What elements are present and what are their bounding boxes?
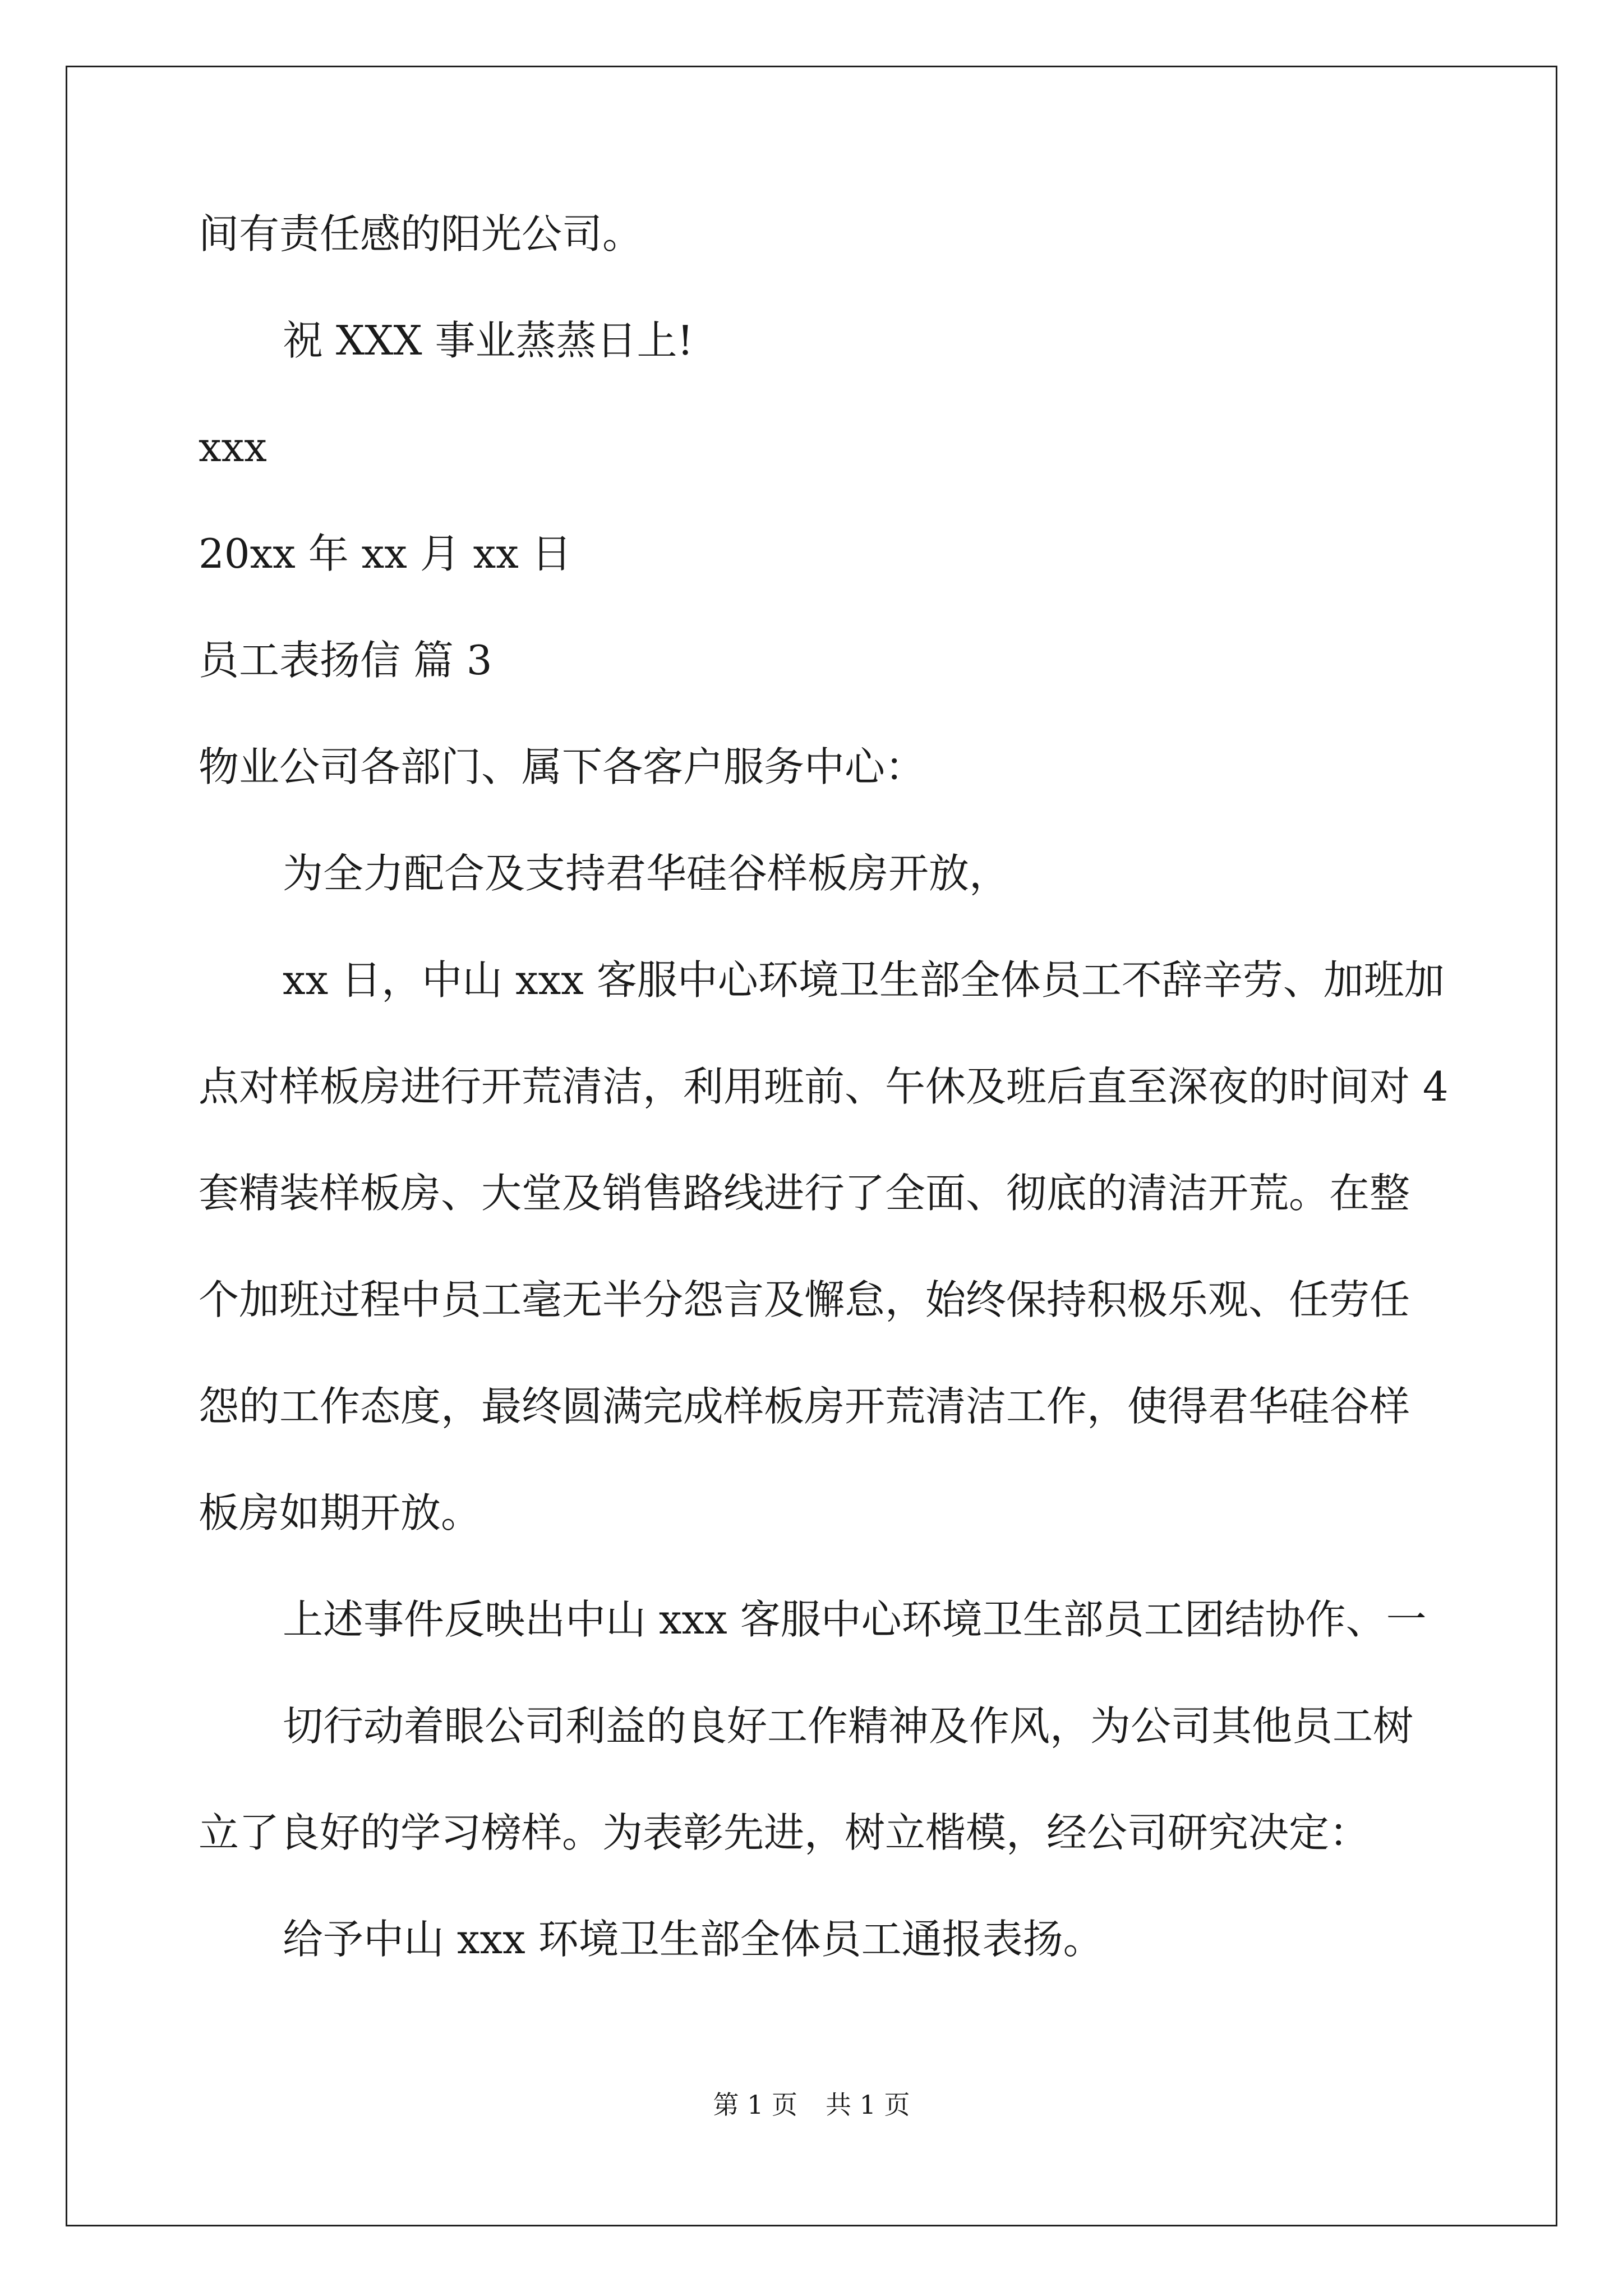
spacer xyxy=(199,474,1427,527)
document-body xyxy=(199,208,1449,1966)
paragraph-line: 祝 XXX 事业蒸蒸日上! xyxy=(283,317,694,364)
paragraph-line: 为全力配合及支持君华硅谷样板房开放， xyxy=(283,850,1010,897)
spacer xyxy=(199,900,1427,954)
page-footer xyxy=(0,2088,1623,2122)
spacer xyxy=(199,1646,1427,1700)
signature-date: 20xx 年 xx 月 xx 日 xyxy=(199,530,572,577)
paragraph-line: 点对样板房进行开荒清洁，利用班前、午休及班后直至深夜的时间对 4 xyxy=(199,1063,1449,1110)
paragraph-line: 间有责任感的阳光公司。 xyxy=(199,210,643,257)
section-heading: 员工表扬信 篇 3 xyxy=(199,637,492,684)
paragraph-line: 板房如期开放。 xyxy=(199,1489,482,1536)
spacer xyxy=(199,687,1427,740)
spacer xyxy=(199,794,1427,847)
spacer xyxy=(199,367,1427,421)
page-number: 第 1 页 xyxy=(713,2090,797,2120)
spacer xyxy=(199,1433,1427,1487)
spacer xyxy=(199,1114,1427,1167)
signature-name: xxx xyxy=(199,424,267,471)
paragraph-line: 切行动着眼公司利益的良好工作精神及作风，为公司其他员工树 xyxy=(283,1703,1414,1750)
paragraph-line: xx 日，中山 xxx 客服中心环境卫生部全体员工不辞辛劳、加班加 xyxy=(283,956,1445,1004)
spacer xyxy=(199,261,1427,314)
paragraph-line: 给予中山 xxx 环境卫生部全体员工通报表扬。 xyxy=(283,1916,1104,1963)
spacer xyxy=(199,1007,1427,1060)
spacer xyxy=(199,581,1427,634)
paragraph-line: 个加班过程中员工毫无半分怨言及懈怠，始终保持积极乐观、任劳任 xyxy=(199,1276,1410,1323)
paragraph-line: 怨的工作态度，最终圆满完成样板房开荒清洁工作，使得君华硅谷样 xyxy=(199,1383,1410,1430)
salutation: 物业公司各部门、属下各客户服务中心： xyxy=(199,743,926,790)
spacer xyxy=(199,1327,1427,1380)
page-total: 共 1 页 xyxy=(826,2090,910,2120)
paragraph-line: 立了良好的学习榜样。为表彰先进，树立楷模，经公司研究决定： xyxy=(199,1809,1370,1856)
spacer xyxy=(199,1753,1427,1806)
paragraph-line: 上述事件反映出中山 xxx 客服中心环境卫生部员工团结协作、一 xyxy=(283,1596,1427,1643)
spacer xyxy=(199,1540,1427,1593)
spacer xyxy=(199,1220,1427,1273)
paragraph-line: 套精装样板房、大堂及销售路线进行了全面、彻底的清洁开荒。在整 xyxy=(199,1170,1410,1217)
spacer xyxy=(199,1860,1427,1913)
